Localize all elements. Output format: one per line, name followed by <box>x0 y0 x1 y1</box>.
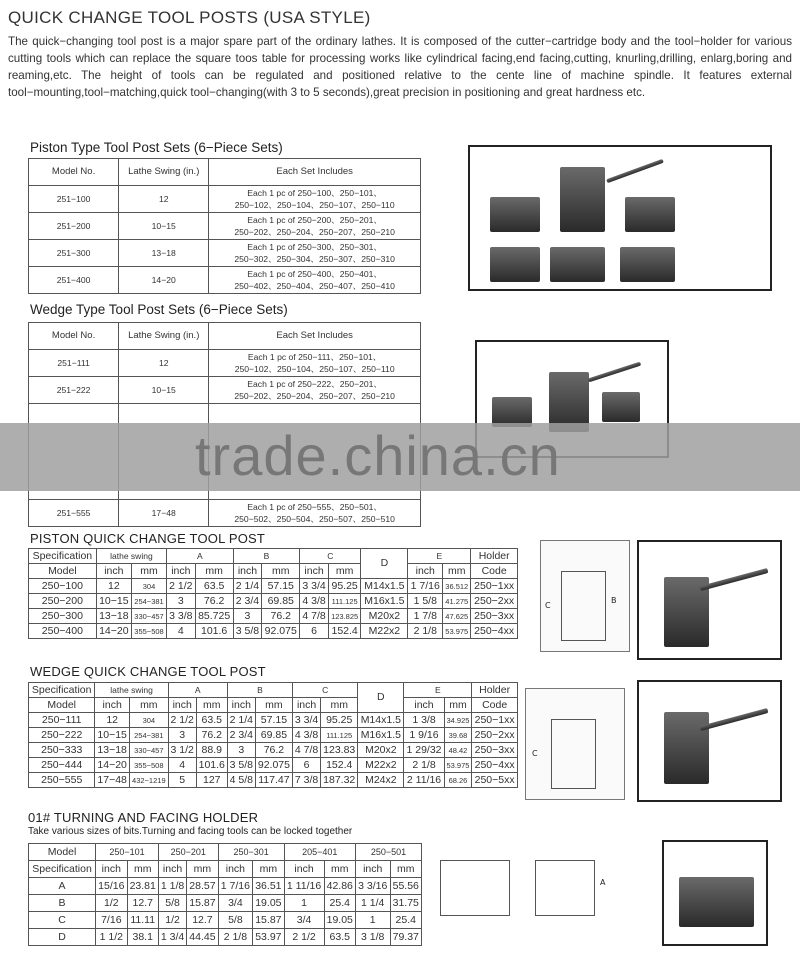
table-cell: 2 1/4 <box>233 579 262 594</box>
table-cell: 47.625 <box>443 609 471 624</box>
table-cell: 7/16 <box>96 912 127 929</box>
table-row <box>29 929 422 946</box>
table-row <box>29 758 518 773</box>
table-cell: 15.87 <box>187 895 218 912</box>
column-header: B <box>227 683 292 698</box>
column-header: inch <box>300 564 329 579</box>
column-header: D <box>361 549 408 579</box>
table-cell: 251−111 <box>29 350 119 377</box>
table-cell: 355−508 <box>129 758 168 773</box>
table-cell: Each 1 pc of 250−200、250−201、 250−202、250−204、250−207、250−210 <box>209 213 421 240</box>
column-header: 250−301 <box>218 844 284 861</box>
table-row <box>29 728 518 743</box>
column-header: mm <box>262 564 300 579</box>
table-cell: M14x1.5 <box>361 579 408 594</box>
column-header: inch <box>227 698 255 713</box>
table-cell: Each 1 pc of 250−222、250−201、 250−202、250−204、250−207、250−210 <box>209 377 421 404</box>
table-cell: 63.5 <box>196 713 227 728</box>
table-cell: 12 <box>95 713 130 728</box>
table-cell: 1 1/8 <box>158 878 186 895</box>
wedge-dimension-drawing <box>525 688 625 800</box>
table-cell: 1 1/4 <box>355 895 390 912</box>
table-cell: 4 <box>168 758 196 773</box>
wedge-post-photo <box>637 680 782 802</box>
column-header: mm <box>129 698 168 713</box>
table-cell: 53.975 <box>443 624 471 639</box>
column-header: mm <box>443 564 471 579</box>
column-header: 250−501 <box>355 844 421 861</box>
table-cell: 53.97 <box>253 929 284 946</box>
column-header: Holder <box>472 683 518 698</box>
column-header: Code <box>471 564 518 579</box>
column-header: Specification <box>29 861 96 878</box>
table-cell: D <box>29 929 96 946</box>
header-row <box>29 159 421 186</box>
turning-table <box>28 843 422 946</box>
table-cell: 7 3/8 <box>293 773 321 788</box>
column-header: mm <box>131 564 166 579</box>
intro-paragraph: The quick−changing tool post is a major spare part of the ordinary lathes. It is composed of the cutter−cartridge body and the tool−holder for various cutting tools which can replace the square toos table for processing works like cylindrical facing,end facing,cutting, knurling,drilling, enlarg,boring and reaming,etc. The height of tools can be regulated and positioned relative to the cente line of machine spindle. It features external tool−mounting,tool−matching,quick tool−changing(with 3 to 5 seconds),great precision in positioning and great hardness etc. <box>8 35 792 99</box>
column-header: mm <box>444 698 472 713</box>
table-row <box>29 186 421 213</box>
wedge-sets-title: Wedge Type Tool Post Sets (6−Piece Sets) <box>30 302 288 317</box>
table-cell: 13−18 <box>96 609 131 624</box>
table-row <box>29 377 421 404</box>
table-cell: 250−200 <box>29 594 97 609</box>
table-row <box>29 713 518 728</box>
table-cell: 2 1/2 <box>284 929 324 946</box>
column-header: A <box>168 683 227 698</box>
table-cell: 12 <box>119 186 209 213</box>
table-cell: 2 3/4 <box>227 728 255 743</box>
table-cell: Each 1 pc of 250−555、250−501、 250−502、250−504、250−507、250−510 <box>209 500 421 527</box>
table-cell: 36.512 <box>443 579 471 594</box>
column-header: Model <box>29 844 96 861</box>
table-cell: 3 <box>233 609 262 624</box>
column-header: mm <box>328 564 361 579</box>
column-header: mm <box>195 564 233 579</box>
column-header: C <box>300 549 361 564</box>
table-cell: 36.51 <box>253 878 284 895</box>
table-cell: 432−1219 <box>129 773 168 788</box>
table-cell: 101.6 <box>195 624 233 639</box>
table-cell: 5/8 <box>218 912 253 929</box>
table-cell: 85.725 <box>195 609 233 624</box>
column-header: Model <box>29 698 95 713</box>
holder-dimension-drawing <box>440 858 620 920</box>
column-header: inch <box>284 861 324 878</box>
table-cell: 12.7 <box>187 912 218 929</box>
table-cell: 251−555 <box>29 500 119 527</box>
table-cell: 251−400 <box>29 267 119 294</box>
table-cell: 1/2 <box>96 895 127 912</box>
table-cell: 28.57 <box>187 878 218 895</box>
column-header: inch <box>218 861 253 878</box>
table-cell: 76.2 <box>195 594 233 609</box>
table-cell: M24x2 <box>358 773 404 788</box>
table-cell: 251−300 <box>29 240 119 267</box>
table-cell: 250−3xx <box>472 743 518 758</box>
header-row <box>29 564 518 579</box>
column-header: B <box>233 549 300 564</box>
table-cell: 76.2 <box>255 743 292 758</box>
table-cell: 2 11/16 <box>404 773 444 788</box>
wedge-qc-table <box>28 682 518 788</box>
table-cell: 31.75 <box>390 895 422 912</box>
turning-title: 01# TURNING AND FACING HOLDER <box>28 810 259 825</box>
table-cell: 250−400 <box>29 624 97 639</box>
table-cell: 25.4 <box>324 895 355 912</box>
table-cell: 3 5/8 <box>227 758 255 773</box>
table-cell: Each 1 pc of 250−111、250−101、 250−102、250−104、250−107、250−110 <box>209 350 421 377</box>
table-cell: 41.275 <box>443 594 471 609</box>
column-header: Lathe Swing (in.) <box>119 323 209 350</box>
table-cell: 14−20 <box>95 758 130 773</box>
table-cell: 250−111 <box>29 713 95 728</box>
table-cell: M20x2 <box>358 743 404 758</box>
column-header: Specification <box>29 683 95 698</box>
table-row <box>29 895 422 912</box>
table-row <box>29 350 421 377</box>
table-cell: 2 3/4 <box>233 594 262 609</box>
table-cell: 17−48 <box>95 773 130 788</box>
table-cell: 5/8 <box>158 895 186 912</box>
column-header: Specification <box>29 549 97 564</box>
table-cell: 10−15 <box>96 594 131 609</box>
table-cell: 2 1/2 <box>167 579 196 594</box>
table-cell: 68.26 <box>444 773 472 788</box>
table-cell: 42.86 <box>324 878 355 895</box>
table-cell: M22x2 <box>361 624 408 639</box>
table-cell: 250−555 <box>29 773 95 788</box>
piston-dimension-drawing <box>540 540 630 652</box>
page-title: QUICK CHANGE TOOL POSTS (USA STYLE) <box>8 8 371 27</box>
table-cell: 2 1/8 <box>408 624 443 639</box>
table-cell: 44.45 <box>187 929 218 946</box>
table-cell: 304 <box>131 579 166 594</box>
table-cell: 2 1/2 <box>168 713 196 728</box>
column-header: C <box>293 683 358 698</box>
column-header: A <box>167 549 234 564</box>
column-header: Lathe Swing (in.) <box>119 159 209 186</box>
table-cell: 123.83 <box>321 743 358 758</box>
column-header: mm <box>324 861 355 878</box>
table-cell: Each 1 pc of 250−100、250−101、 250−102、250−104、250−107、250−110 <box>209 186 421 213</box>
table-cell: 250−3xx <box>471 609 518 624</box>
table-cell: M14x1.5 <box>358 713 404 728</box>
table-cell: 69.85 <box>255 728 292 743</box>
table-cell: 3/4 <box>218 895 253 912</box>
table-cell: 79.37 <box>390 929 422 946</box>
table-cell: 250−300 <box>29 609 97 624</box>
table-cell: 187.32 <box>321 773 358 788</box>
table-cell: 3/4 <box>284 912 324 929</box>
piston-qc-table <box>28 548 518 639</box>
column-header: E <box>408 549 471 564</box>
table-cell: 6 <box>293 758 321 773</box>
table-cell: 12 <box>96 579 131 594</box>
table-row <box>29 500 421 527</box>
watermark: trade.china.cn <box>195 424 561 487</box>
table-cell: 330−457 <box>131 609 166 624</box>
table-cell: 1 <box>355 912 390 929</box>
table-cell: 1 3/8 <box>404 713 444 728</box>
table-cell: 57.15 <box>255 713 292 728</box>
table-cell: 330−457 <box>129 743 168 758</box>
column-header: 250−201 <box>158 844 218 861</box>
table-cell: 13−18 <box>95 743 130 758</box>
table-cell: 17−48 <box>119 500 209 527</box>
column-header: inch <box>96 564 131 579</box>
table-cell: 250−2xx <box>472 728 518 743</box>
table-row <box>29 594 518 609</box>
table-row <box>29 213 421 240</box>
table-cell: 355−508 <box>131 624 166 639</box>
table-cell: M22x2 <box>358 758 404 773</box>
table-cell: 3 3/4 <box>293 713 321 728</box>
table-cell: 14−20 <box>119 267 209 294</box>
table-cell: 6 <box>300 624 329 639</box>
table-cell: 304 <box>129 713 168 728</box>
table-row <box>29 878 422 895</box>
table-cell: 1 7/16 <box>218 878 253 895</box>
wedge-qc-title: WEDGE QUICK CHANGE TOOL POST <box>30 664 266 679</box>
table-cell: 3 3/4 <box>300 579 329 594</box>
table-cell: 1 9/16 <box>404 728 444 743</box>
column-header: mm <box>187 861 218 878</box>
table-cell: 254−381 <box>131 594 166 609</box>
table-cell: 76.2 <box>196 728 227 743</box>
table-row <box>29 743 518 758</box>
table-cell: 251−222 <box>29 377 119 404</box>
table-cell: C <box>29 912 96 929</box>
table-cell: 1 3/4 <box>158 929 186 946</box>
table-cell: 4 5/8 <box>227 773 255 788</box>
table-cell: 123.825 <box>328 609 361 624</box>
table-row <box>29 912 422 929</box>
table-cell: 12 <box>119 350 209 377</box>
table-cell: 76.2 <box>262 609 300 624</box>
table-cell: 250−2xx <box>471 594 518 609</box>
column-header: inch <box>233 564 262 579</box>
table-cell: 4 7/8 <box>300 609 329 624</box>
table-cell: 3 3/16 <box>355 878 390 895</box>
table-cell: M16x1.5 <box>361 594 408 609</box>
table-cell: 250−1xx <box>472 713 518 728</box>
table-cell: 1 5/8 <box>408 594 443 609</box>
table-cell: 12.7 <box>127 895 158 912</box>
table-cell: 250−222 <box>29 728 95 743</box>
turning-subtitle: Take various sizes of bits.Turning and facing tools can be locked together <box>28 826 353 837</box>
table-cell: 34.925 <box>444 713 472 728</box>
table-cell: 95.25 <box>321 713 358 728</box>
table-cell: 48.42 <box>444 743 472 758</box>
table-row <box>29 267 421 294</box>
table-cell: 1 <box>284 895 324 912</box>
column-header: Model <box>29 564 97 579</box>
table-cell: 39.68 <box>444 728 472 743</box>
column-header: D <box>358 683 404 713</box>
table-cell: 15/16 <box>96 878 127 895</box>
table-cell: 38.1 <box>127 929 158 946</box>
piston-sets-title: Piston Type Tool Post Sets (6−Piece Sets) <box>30 140 283 155</box>
table-cell: 5 <box>168 773 196 788</box>
holder-photo <box>662 840 768 946</box>
table-cell: 111.125 <box>328 594 361 609</box>
table-cell: 23.81 <box>127 878 158 895</box>
table-cell: 1 29/32 <box>404 743 444 758</box>
table-cell: 2 1/8 <box>218 929 253 946</box>
table-cell: 250−100 <box>29 579 97 594</box>
table-cell: 251−100 <box>29 186 119 213</box>
table-cell: 2 1/8 <box>404 758 444 773</box>
table-cell: 250−4xx <box>471 624 518 639</box>
column-header: inch <box>158 861 186 878</box>
table-cell: 251−200 <box>29 213 119 240</box>
table-cell: 250−444 <box>29 758 95 773</box>
table-cell: 25.4 <box>390 912 422 929</box>
table-cell: 152.4 <box>321 758 358 773</box>
column-header: lathe swing <box>95 683 168 698</box>
table-cell: 1 11/16 <box>284 878 324 895</box>
label-c: C <box>545 601 551 610</box>
table-cell: 10−15 <box>119 213 209 240</box>
table-cell: 3 1/8 <box>355 929 390 946</box>
header-row <box>29 323 421 350</box>
table-cell: 3 3/8 <box>167 609 196 624</box>
column-header: mm <box>253 861 284 878</box>
table-cell: 14−20 <box>96 624 131 639</box>
table-cell: 250−4xx <box>472 758 518 773</box>
table-cell: 13−18 <box>119 240 209 267</box>
column-header: Code <box>472 698 518 713</box>
table-cell: 3 <box>227 743 255 758</box>
table-cell: 250−1xx <box>471 579 518 594</box>
header-row <box>29 861 422 878</box>
table-cell: 250−5xx <box>472 773 518 788</box>
column-header: inch <box>168 698 196 713</box>
table-cell: Each 1 pc of 250−300、250−301、 250−302、250−304、250−307、250−310 <box>209 240 421 267</box>
piston-qc-title: PISTON QUICK CHANGE TOOL POST <box>30 531 266 546</box>
table-row <box>29 773 518 788</box>
table-cell: 152.4 <box>328 624 361 639</box>
table-cell: 53.975 <box>444 758 472 773</box>
table-cell: 101.6 <box>196 758 227 773</box>
label-c: C <box>532 749 538 758</box>
column-header: Model No. <box>29 159 119 186</box>
table-cell: 92.075 <box>262 624 300 639</box>
table-cell: 250−333 <box>29 743 95 758</box>
table-cell: 95.25 <box>328 579 361 594</box>
column-header: inch <box>95 698 130 713</box>
column-header: inch <box>404 698 444 713</box>
table-cell: 57.15 <box>262 579 300 594</box>
header-row <box>29 698 518 713</box>
table-cell: 88.9 <box>196 743 227 758</box>
table-cell: 127 <box>196 773 227 788</box>
column-header: 205−401 <box>284 844 355 861</box>
header-row <box>29 549 518 564</box>
column-header: mm <box>127 861 158 878</box>
table-cell: 3 5/8 <box>233 624 262 639</box>
column-header: inch <box>355 861 390 878</box>
piston-post-photo <box>637 540 782 660</box>
table-cell: 92.075 <box>255 758 292 773</box>
column-header: mm <box>255 698 292 713</box>
piston-sets-table <box>28 158 421 294</box>
label-a: A <box>600 878 606 887</box>
table-cell: 1 7/8 <box>408 609 443 624</box>
table-row <box>29 609 518 624</box>
table-cell: 1 7/16 <box>408 579 443 594</box>
column-header: lathe swing <box>96 549 166 564</box>
table-cell: 3 <box>167 594 196 609</box>
table-cell: 10−15 <box>95 728 130 743</box>
table-cell: M20x2 <box>361 609 408 624</box>
label-b: B <box>611 596 617 605</box>
table-row <box>29 579 518 594</box>
table-cell: 4 <box>167 624 196 639</box>
table-cell: 55.56 <box>390 878 422 895</box>
table-cell: 4 3/8 <box>300 594 329 609</box>
table-cell: B <box>29 895 96 912</box>
column-header: inch <box>408 564 443 579</box>
table-cell: 254−381 <box>129 728 168 743</box>
table-cell: 63.5 <box>195 579 233 594</box>
column-header: E <box>404 683 472 698</box>
table-cell: 19.05 <box>253 895 284 912</box>
table-cell: 1 1/2 <box>96 929 127 946</box>
table-cell: M16x1.5 <box>358 728 404 743</box>
column-header: mm <box>390 861 422 878</box>
column-header: inch <box>293 698 321 713</box>
table-cell: 11.11 <box>127 912 158 929</box>
table-cell: 3 <box>168 728 196 743</box>
header-row <box>29 683 518 698</box>
table-row <box>29 240 421 267</box>
column-header: mm <box>321 698 358 713</box>
column-header: Holder <box>471 549 518 564</box>
column-header: inch <box>96 861 127 878</box>
table-cell: 69.85 <box>262 594 300 609</box>
table-cell: 19.05 <box>324 912 355 929</box>
column-header: Each Set Includes <box>209 159 421 186</box>
table-cell: Each 1 pc of 250−400、250−401、 250−402、250−404、250−407、250−410 <box>209 267 421 294</box>
column-header: Model No. <box>29 323 119 350</box>
table-cell: 63.5 <box>324 929 355 946</box>
column-header: mm <box>196 698 227 713</box>
table-cell: 2 1/4 <box>227 713 255 728</box>
table-cell: A <box>29 878 96 895</box>
table-cell: 111.125 <box>321 728 358 743</box>
table-cell: 3 1/2 <box>168 743 196 758</box>
piston-set-photo <box>468 145 772 291</box>
column-header: Each Set Includes <box>209 323 421 350</box>
column-header: inch <box>167 564 196 579</box>
column-header: 250−101 <box>96 844 159 861</box>
table-cell: 4 7/8 <box>293 743 321 758</box>
table-cell: 4 3/8 <box>293 728 321 743</box>
header-row <box>29 844 422 861</box>
table-row <box>29 624 518 639</box>
table-cell: 10−15 <box>119 377 209 404</box>
table-cell: 1/2 <box>158 912 186 929</box>
table-cell: 117.47 <box>255 773 292 788</box>
table-cell: 15.87 <box>253 912 284 929</box>
